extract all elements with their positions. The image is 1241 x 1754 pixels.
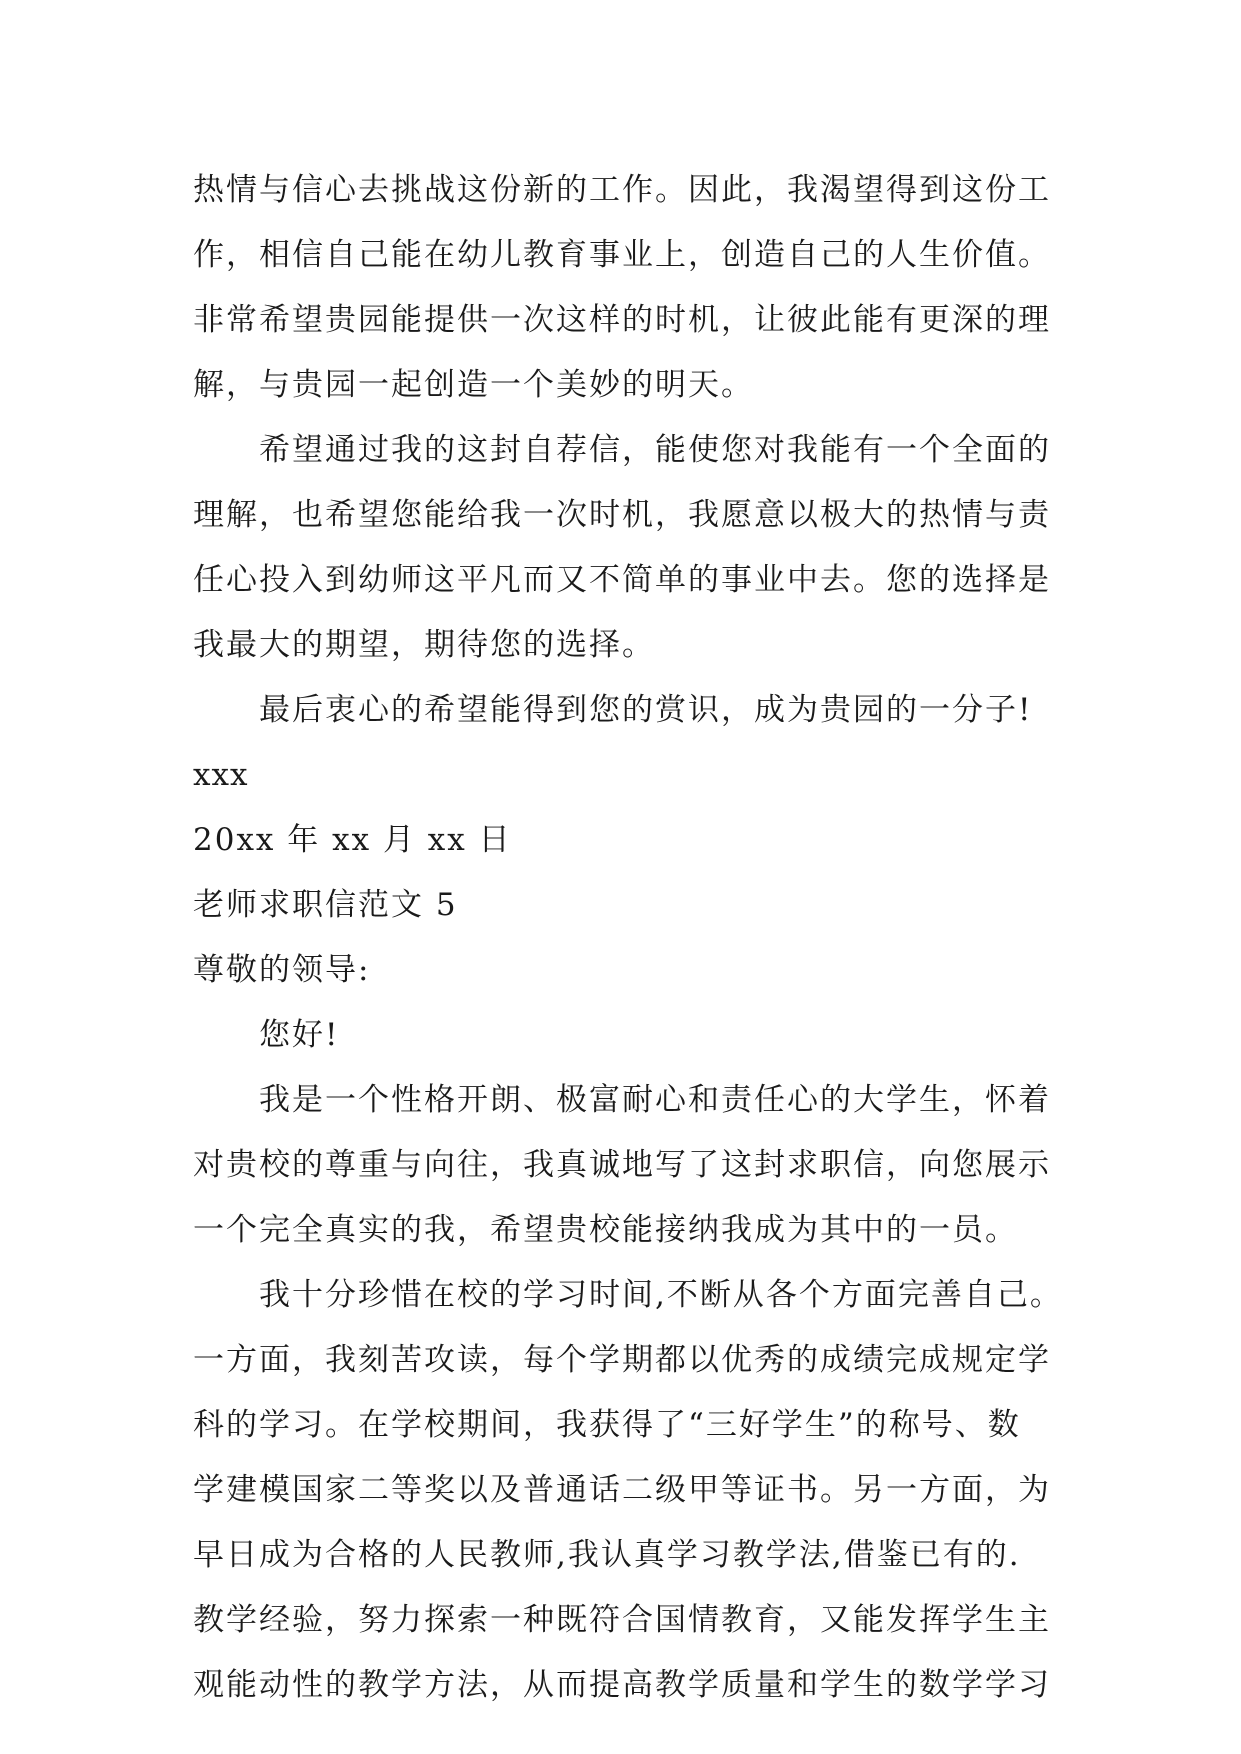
greeting: 您好! [259, 1017, 340, 1053]
text-line: 最后衷心的希望能得到您的赏识，成为贵园的一分子! [259, 692, 1033, 728]
text-line: 学建模国家二等奖以及普通话二级甲等证书。另一方面，为 [193, 1472, 1051, 1508]
text-line: 理解，也希望您能给我一次时机，我愿意以极大的热情与责 [193, 497, 1051, 533]
signature: xxx [193, 757, 249, 793]
text-line: 一个完全真实的我，希望贵校能接纳我成为其中的一员。 [193, 1212, 1018, 1248]
text-line: 观能动性的教学方法，从而提高教学质量和学生的数学学习 [193, 1667, 1051, 1703]
text-line: 教学经验，努力探索一种既符合国情教育，又能发挥学生主 [193, 1602, 1051, 1638]
text-line: 一方面，我刻苦攻读，每个学期都以优秀的成绩完成规定学 [193, 1342, 1051, 1378]
date-line: 20xx 年 xx 月 xx 日 [193, 822, 512, 858]
text-line: 我是一个性格开朗、极富耐心和责任心的大学生，怀着 [259, 1082, 1051, 1118]
text-line: 早日成为合格的人民教师,我认真学习教学法,借鉴已有的. [193, 1537, 1021, 1573]
text-line: 科的学习。在学校期间，我获得了“三好学生”的称号、数 [193, 1407, 1021, 1443]
text-line: 任心投入到幼师这平凡而又不简单的事业中去。您的选择是 [193, 562, 1051, 598]
text-line: 希望通过我的这封自荐信，能使您对我能有一个全面的 [259, 432, 1051, 468]
letter-body [193, 158, 1073, 1718]
text-line: 我十分珍惜在校的学习时间,不断从各个方面完善自己。 [259, 1277, 1063, 1313]
text-line: 非常希望贵园能提供一次这样的时机，让彼此能有更深的理 [193, 302, 1051, 338]
salutation: 尊敬的领导: [193, 952, 371, 988]
text-line: 作，相信自己能在幼儿教育事业上，创造自己的人生价值。 [193, 237, 1051, 273]
text-line: 解，与贵园一起创造一个美妙的明天。 [193, 367, 754, 403]
text-line: 热情与信心去挑战这份新的工作。因此，我渴望得到这份工 [193, 172, 1051, 208]
section-title: 老师求职信范文 5 [193, 887, 458, 923]
text-line: 我最大的期望，期待您的选择。 [193, 627, 655, 663]
text-line: 对贵校的尊重与向往，我真诚地写了这封求职信，向您展示 [193, 1147, 1051, 1183]
